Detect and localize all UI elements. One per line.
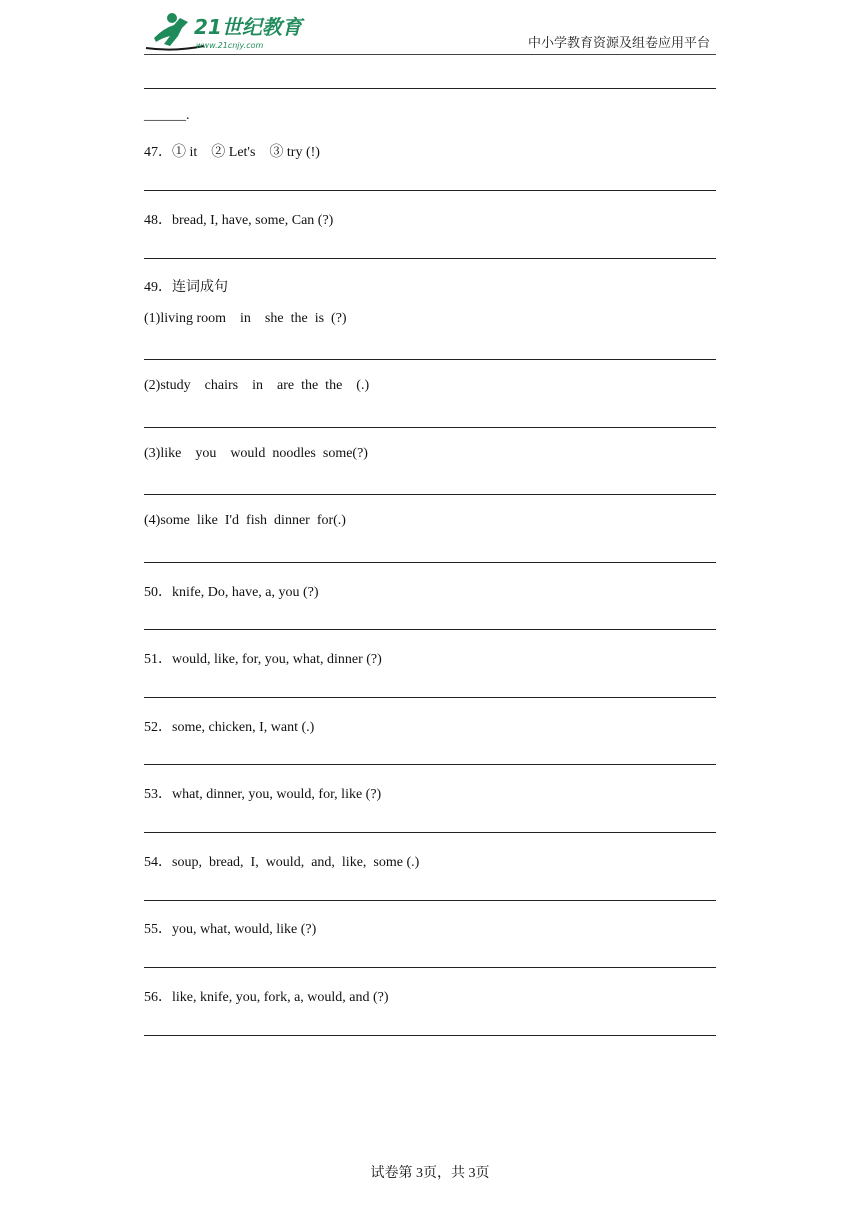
site-logo xyxy=(144,8,314,54)
answer-line xyxy=(144,697,716,698)
question-52: 52．some, chicken, I, want (.) xyxy=(144,720,315,735)
answer-line xyxy=(144,832,716,833)
logo-url: www.21cnjy.com xyxy=(196,41,264,50)
question-49-item-3: (3)like you would noodles some(?) xyxy=(144,446,368,461)
question-48: 48．bread, I, have, some, Can (?) xyxy=(144,213,334,228)
answer-line xyxy=(144,1035,716,1036)
answer-line xyxy=(144,88,716,89)
answer-line xyxy=(144,967,716,968)
answer-line xyxy=(144,190,716,191)
page-footer: 试卷第 3页，共 3页 xyxy=(370,1166,490,1181)
answer-blank-end: ______. xyxy=(144,108,190,123)
question-49-item-2: (2)study chairs in are the the (.) xyxy=(144,378,370,393)
answer-line xyxy=(144,900,716,901)
question-50: 50．knife, Do, have, a, you (?) xyxy=(144,585,319,600)
answer-line xyxy=(144,494,716,495)
answer-line xyxy=(144,562,716,563)
question-49-item-1: (1)living room in she the is (?) xyxy=(144,311,347,326)
question-49-title: 49．连词成句 xyxy=(144,280,228,295)
question-47: 47．① it ② Let's ③ try (!) xyxy=(144,145,320,160)
answer-line xyxy=(144,629,716,630)
answer-line xyxy=(144,258,716,259)
question-53: 53．what, dinner, you, would, for, like (?) xyxy=(144,787,382,802)
answer-line xyxy=(144,359,716,360)
question-51: 51．would, like, for, you, what, dinner (?) xyxy=(144,652,382,667)
question-54: 54．soup, bread, I, would, and, like, some (.) xyxy=(144,855,420,870)
question-55: 55．you, what, would, like (?) xyxy=(144,922,317,937)
page-header xyxy=(144,8,716,55)
logo-wordmark: 21世纪教育 xyxy=(194,15,302,39)
question-56: 56．like, knife, you, fork, a, would, and (?) xyxy=(144,990,389,1005)
platform-tagline: 中小学教育资源及组卷应用平台 xyxy=(527,36,710,51)
question-49-item-4: (4)some like I'd fish dinner for(.) xyxy=(144,513,346,528)
answer-line xyxy=(144,764,716,765)
answer-line xyxy=(144,427,716,428)
